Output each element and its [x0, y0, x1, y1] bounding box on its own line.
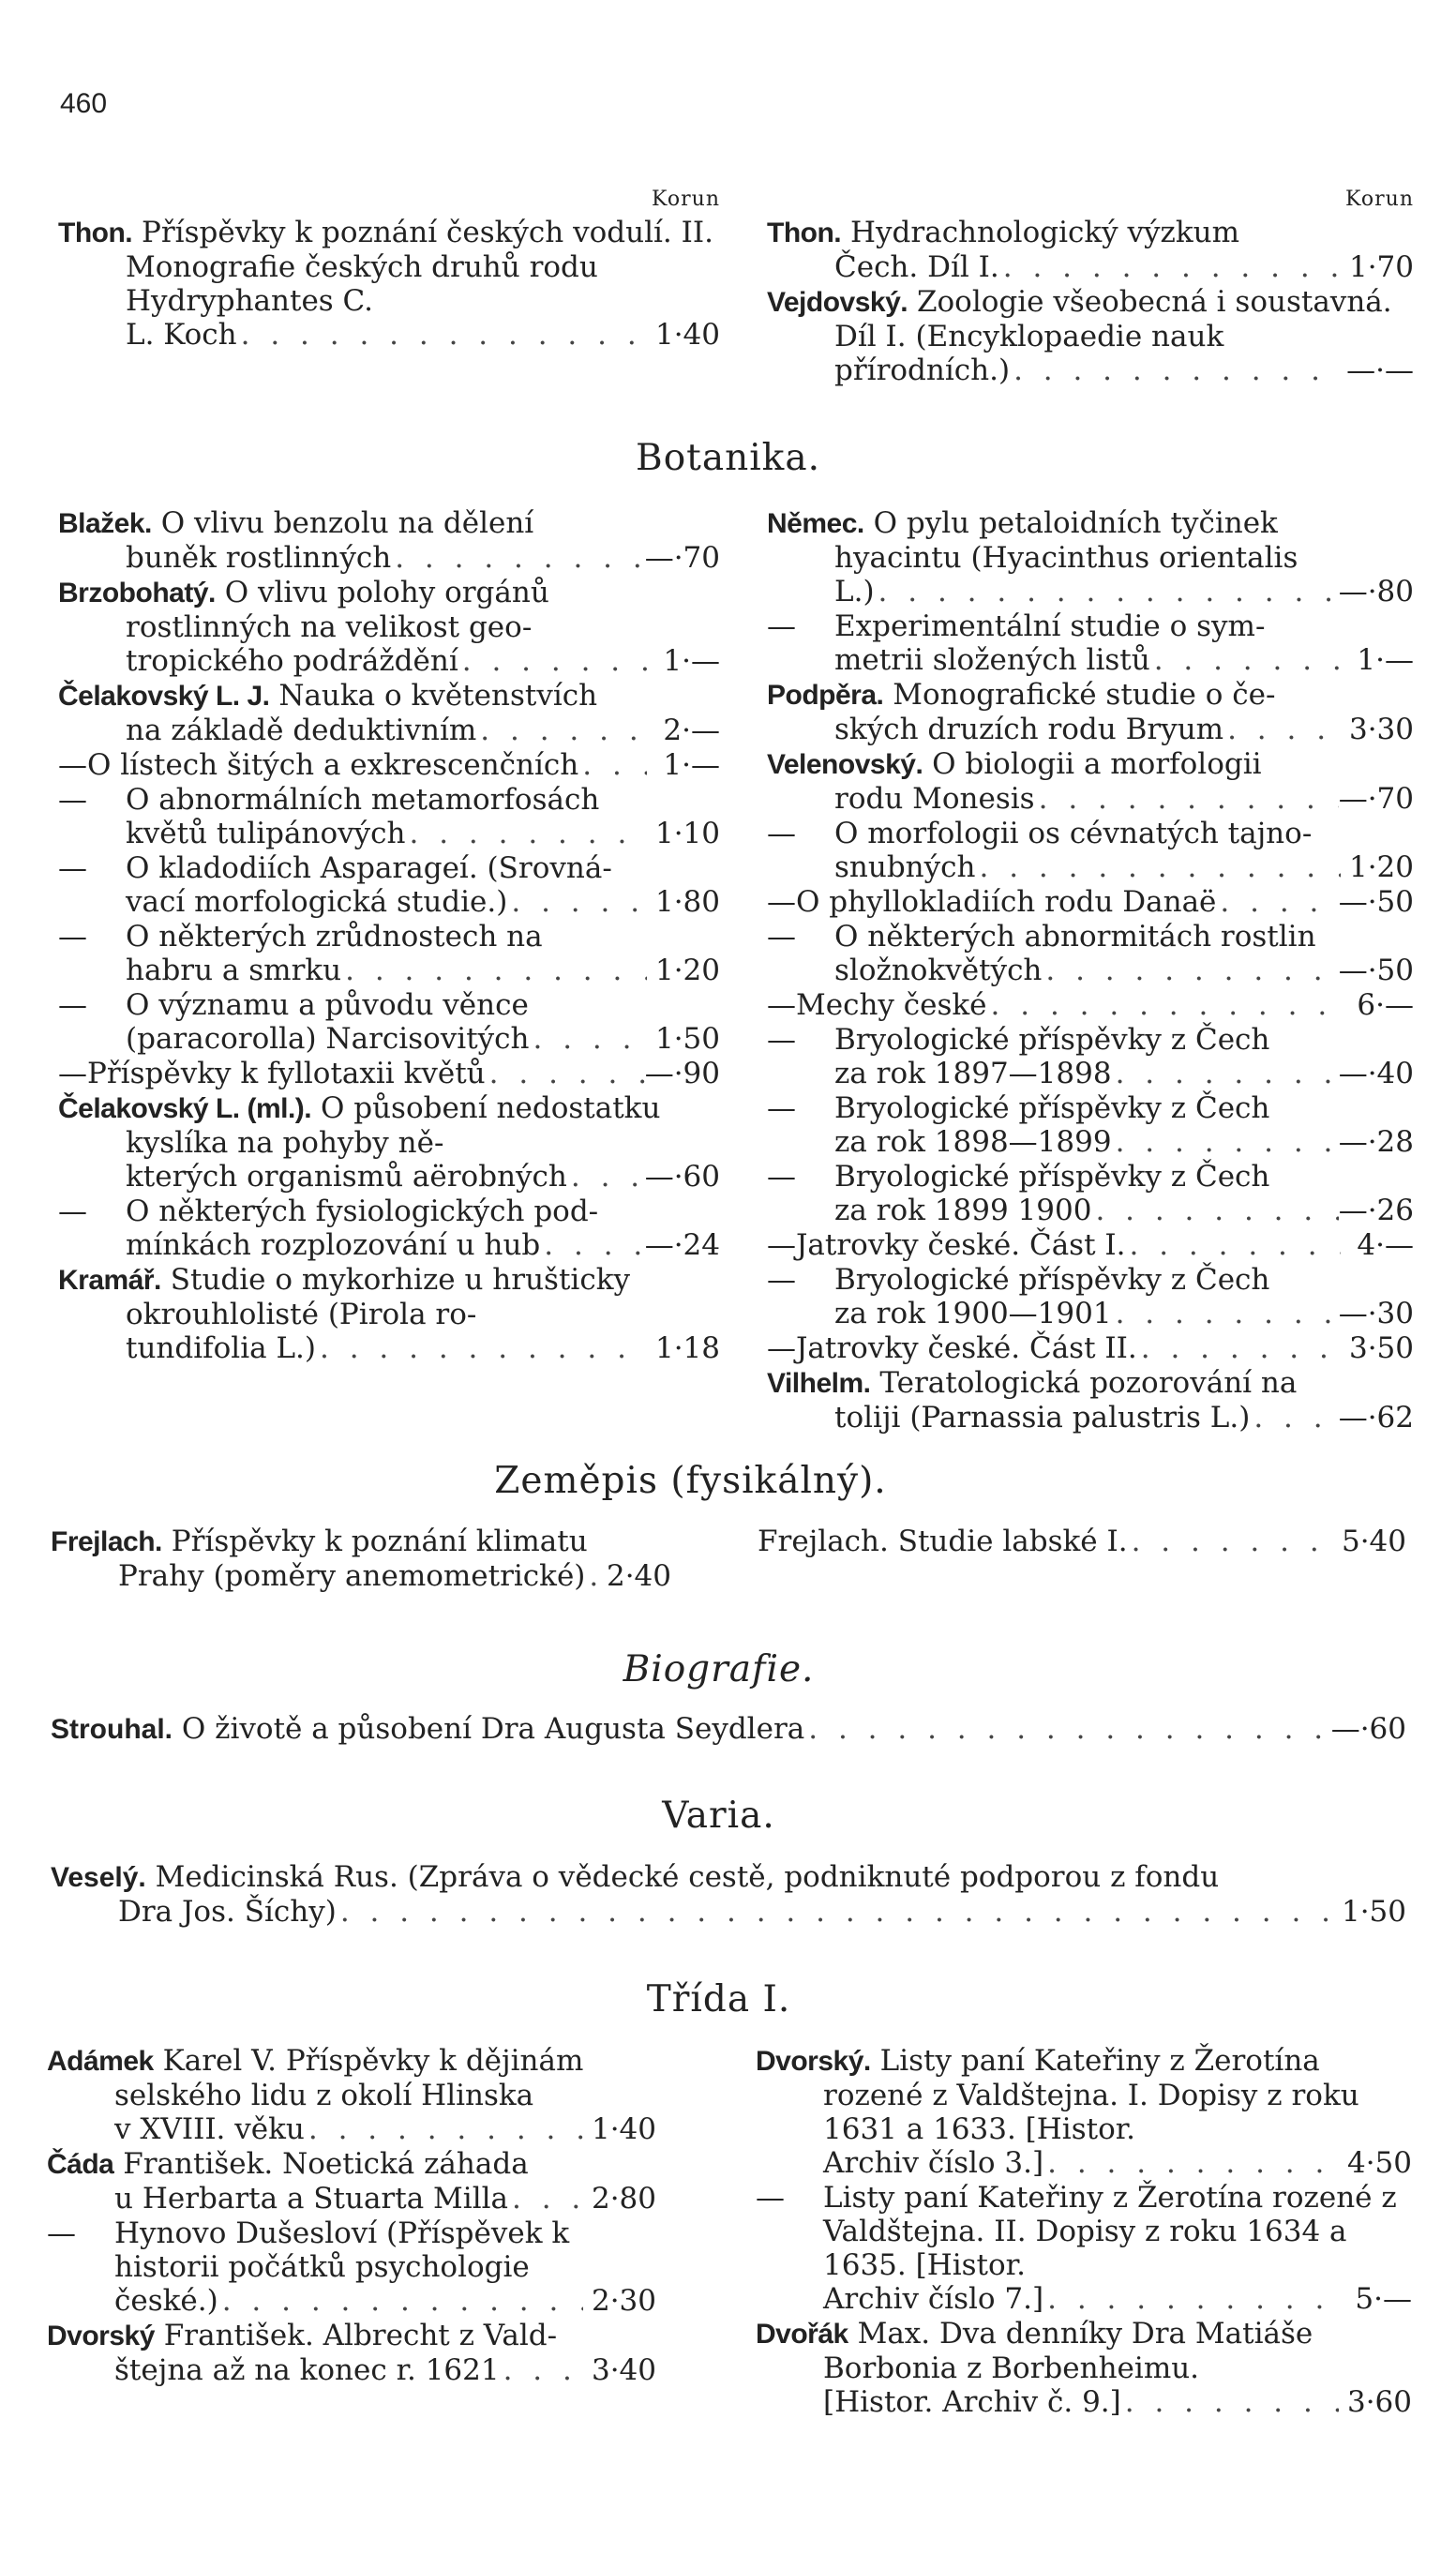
repeat-dash: —: [767, 885, 796, 919]
entry-author: Čáda: [47, 2149, 114, 2180]
catalog-entry: [767, 1091, 1414, 1159]
entry-title: české.): [114, 2284, 218, 2318]
entry-text: Teratologická pozorování na: [879, 1366, 1298, 1400]
leader-dots: [486, 1057, 645, 1090]
catalog-entry: [767, 678, 1414, 746]
botanika-left-column: [58, 506, 720, 1366]
leader-dots: [976, 850, 1342, 884]
entry-price: 2·40: [606, 1559, 671, 1593]
entry-author: Thon.: [767, 218, 842, 248]
entry-title: složnokvětých: [834, 954, 1043, 987]
entry-text: O některých zrůdnostech na: [126, 920, 543, 954]
korun-label: Korun: [1345, 188, 1414, 211]
entry-price: —·28: [1338, 1125, 1414, 1159]
catalog-entry: [58, 851, 720, 919]
entry-text: O vlivu polohy orgánů rostlinných na velikost geo-: [126, 576, 549, 644]
entry-author: Thon.: [58, 218, 133, 248]
entry-price: 1·20: [1348, 850, 1414, 884]
catalog-entry: [51, 1525, 671, 1593]
entry-price: —·60: [644, 1160, 720, 1194]
entry-title: buněk rostlinných: [126, 541, 392, 575]
leader-dots: [585, 1559, 598, 1593]
entry-text: O některých fysiologických pod-: [126, 1194, 599, 1228]
entry-author: Adámek: [47, 2046, 154, 2077]
repeat-dash: —: [767, 1023, 796, 1057]
entry-text: Listy paní Kateřiny z Žerotína rozené z Valdštejna. I. Dopisy z roku 1631 a 1633. [Histor.: [823, 2044, 1359, 2146]
entry-text: Zoologie všeobecná i soustavná. Díl I. (Encyklopaedie nauk: [834, 285, 1392, 353]
entry-text: Max. Dva denníky Dra Matiáše Borbonia z Borbenheimu.: [823, 2317, 1313, 2385]
entry-text: Bryologické příspěvky z Čech: [834, 1023, 1270, 1057]
entry-title: květů tulipánových: [126, 817, 406, 850]
page-number: 460: [60, 88, 108, 119]
leader-dots: [476, 714, 647, 747]
entry-title: za rok 1900—1901: [834, 1297, 1112, 1330]
catalog-entry: [58, 576, 720, 678]
leader-dots: [1223, 713, 1341, 746]
entry-text: Příspěvky k poznání českých vodulí. II. Monografie českých druhů rodu Hydryphantes C.: [126, 216, 713, 318]
entry-price: 1·50: [654, 1022, 720, 1056]
entry-author: Podpěra.: [767, 680, 884, 711]
catalog-entry: [58, 783, 720, 850]
entry-text: O některých abnormitách rostlin: [834, 920, 1316, 954]
entry-price: —·—: [1346, 353, 1414, 387]
repeat-dash: —: [58, 1194, 87, 1228]
entry-price: 1·—: [1357, 643, 1414, 677]
repeat-dash: —: [767, 1091, 796, 1125]
entry-title: Čech. Díl I.: [834, 250, 999, 284]
repeat-dash: —: [767, 1160, 796, 1194]
zemepis-left-column: [51, 1525, 671, 1594]
entry-author: Brzobohatý.: [58, 578, 216, 608]
catalog-entry: [58, 216, 720, 352]
entry-title: Archiv číslo 3.]: [823, 2146, 1044, 2180]
entry-text: Bryologické příspěvky z Čech: [834, 1091, 1270, 1125]
repeat-dash: —: [767, 988, 796, 1022]
leader-dots: [540, 1228, 644, 1262]
leader-dots: [218, 2284, 583, 2318]
repeat-dash: —: [58, 920, 87, 954]
catalog-entry: [58, 1194, 720, 1262]
leader-dots: [1216, 885, 1338, 919]
entry-text: František. Albrecht z Vald-: [163, 2319, 558, 2352]
catalog-entry: [58, 920, 720, 987]
catalog-entry: [58, 506, 720, 575]
catalog-entry: [767, 1331, 1414, 1365]
section-heading-zemepis: Zeměpis (fysikálný).: [494, 1460, 887, 1502]
entry-price: 2·30: [591, 2284, 656, 2318]
leader-dots: [1042, 954, 1338, 987]
catalog-entry: [58, 679, 720, 747]
korun-label: Korun: [652, 188, 720, 211]
entry-text: Bryologické příspěvky z Čech: [834, 1160, 1270, 1194]
entry-price: 1·18: [654, 1331, 720, 1365]
entry-title: u Herbarta a Stuarta Milla: [114, 2182, 509, 2216]
entry-title: za rok 1897—1898: [834, 1057, 1112, 1090]
entry-price: 1·10: [654, 817, 720, 850]
catalog-entry: [767, 609, 1414, 677]
varia-entry: [51, 1860, 1406, 1930]
entry-text: Listy paní Kateřiny z Žerotína rozené z Valdštejna. II. Dopisy z roku 1634 a 1635. [Histor.: [823, 2181, 1397, 2282]
entry-text: O vlivu benzolu na dělení: [160, 506, 534, 540]
repeat-dash: —: [767, 817, 796, 850]
entry-author: Vejdovský.: [767, 287, 908, 318]
repeat-dash: —: [58, 748, 87, 782]
leader-dots: [578, 748, 647, 782]
catalog-entry: [767, 1023, 1414, 1090]
entry-text: O významu a původu věnce: [126, 988, 529, 1022]
entry-title: O lístech šitých a exkrescenčních: [87, 748, 579, 782]
leader-dots: [1126, 1228, 1342, 1262]
entry-price: —·80: [1338, 575, 1414, 608]
zemepis-right-column: [758, 1525, 1406, 1559]
entry-price: —·50: [1338, 954, 1414, 987]
biografie-entry: [51, 1712, 1406, 1748]
entry-text: Příspěvky k poznání klimatu: [171, 1525, 588, 1558]
leader-dots: [1250, 1401, 1338, 1435]
section-heading-biografie: Biografie.: [623, 1648, 815, 1690]
catalog-entry: [767, 1160, 1414, 1227]
entry-title: vací morfologická studie.): [126, 885, 508, 919]
entry-price: 1·70: [1348, 250, 1414, 284]
entry-title: (paracorolla) Narcisovitých: [126, 1022, 530, 1056]
entry-price: 3·30: [1348, 713, 1414, 746]
entry-title: L.): [834, 575, 875, 608]
entry-title: za rok 1899 1900: [834, 1194, 1092, 1227]
entry-text: O kladodiích Asparageí. (Srovná-: [126, 851, 612, 885]
leader-dots: [391, 541, 644, 575]
trida-left-column: [47, 2044, 656, 2388]
entry-author: Dvořák: [756, 2319, 848, 2350]
trida-right-column: [756, 2044, 1412, 2420]
entry-author: Dvorský: [47, 2321, 155, 2351]
catalog-entry: [756, 2044, 1412, 2180]
entry-title: snubných: [834, 850, 976, 884]
entry-price: 1·40: [591, 2112, 656, 2146]
entry-price: 4·50: [1346, 2146, 1412, 2180]
entry-author: Velenovský.: [767, 749, 923, 780]
entry-price: 6·—: [1357, 988, 1414, 1022]
entry-price: 3·40: [591, 2353, 656, 2387]
repeat-dash: —: [58, 988, 87, 1022]
catalog-entry: [767, 285, 1414, 387]
catalog-entry: [767, 506, 1414, 608]
entry-title: [Histor. Archiv č. 9.]: [823, 2385, 1121, 2419]
repeat-dash: —: [767, 920, 796, 954]
entry-price: 1·50: [1341, 1895, 1406, 1929]
leader-dots: [987, 988, 1341, 1022]
entry-price: —·50: [1338, 885, 1414, 919]
entry-title: Archiv číslo 7.]: [823, 2282, 1044, 2316]
entry-price: —·24: [644, 1228, 720, 1262]
leader-dots: [1043, 2146, 1339, 2180]
entry-text: Studie o mykorhize u hrušticky okrouhlolisté (Pirola ro-: [126, 1263, 630, 1331]
entry-price: 1·40: [654, 318, 720, 352]
entry-author: Dvorský.: [756, 2046, 871, 2077]
botanika-right-column: [767, 506, 1414, 1435]
leader-dots: [804, 1712, 1330, 1746]
entry-text: Hynovo Dušesloví (Příspěvek k historii počátků psychologie: [114, 2216, 570, 2284]
leader-dots: [305, 2112, 583, 2146]
leader-dots: [999, 250, 1341, 284]
entry-title: tropického podráždění: [126, 644, 458, 678]
entry-price: 2·—: [663, 714, 720, 747]
entry-price: —·26: [1338, 1194, 1414, 1227]
entry-price: 3·50: [1348, 1331, 1414, 1365]
entry-title: Studie labské I.: [897, 1525, 1128, 1558]
entry-price: —·40: [1338, 1057, 1414, 1090]
entry-text: O abnormálních metamorfosách: [126, 783, 600, 817]
section-heading-varia: Varia.: [662, 1795, 775, 1837]
entry-price: 4·—: [1357, 1228, 1414, 1262]
entry-title: na základě deduktivním: [126, 714, 477, 747]
leader-dots: [405, 817, 647, 850]
leader-dots: [1137, 1331, 1341, 1365]
entry-price: 1·20: [654, 954, 720, 987]
entry-title: Příspěvky k fyllotaxii květů: [87, 1057, 486, 1090]
entry-title: přírodních.): [834, 353, 1011, 387]
section-heading-botanika: Botanika.: [636, 437, 820, 479]
top-left-column: [58, 188, 720, 353]
catalog-entry: [756, 2317, 1412, 2419]
leader-dots: [875, 575, 1339, 608]
entry-text: Nauka o květenstvích: [278, 679, 598, 713]
entry-author: Veselý.: [51, 1862, 146, 1893]
entry-title: toliji (Parnassia palustris L.): [834, 1401, 1251, 1435]
entry-title: metrii složených listů: [834, 643, 1150, 677]
leader-dots: [508, 2182, 583, 2216]
leader-dots: [567, 1160, 645, 1194]
entry-text: Hydrachnologický výzkum: [850, 216, 1240, 249]
entry-price: 1·—: [663, 748, 720, 782]
catalog-entry: [58, 1263, 720, 1365]
entry-text: Bryologické příspěvky z Čech: [834, 1263, 1270, 1297]
entry-author: Kramář.: [58, 1265, 161, 1296]
catalog-entry: [47, 2147, 656, 2216]
repeat-dash: —: [58, 851, 87, 885]
catalog-entry: [767, 216, 1414, 284]
leader-dots: [1043, 2282, 1339, 2316]
entry-title: Jatrovky české. Část I.: [796, 1228, 1126, 1262]
entry-title: mínkách rozplozování u hub: [126, 1228, 541, 1262]
entry-price: 5·40: [1341, 1525, 1406, 1558]
leader-dots: [500, 2353, 583, 2387]
leader-dots: [341, 954, 647, 987]
entry-text: O biologii a morfologii: [932, 747, 1262, 781]
leader-dots: [1091, 1194, 1338, 1227]
repeat-dash: —: [767, 1331, 796, 1365]
entry-title: tundifolia L.): [126, 1331, 316, 1365]
entry-title: rodu Monesis: [834, 782, 1035, 816]
catalog-entry: [47, 2319, 656, 2387]
leader-dots: [507, 885, 647, 919]
catalog-entry: [47, 2044, 656, 2146]
section-heading-trida: Třída I.: [646, 1978, 791, 2021]
leader-dots: [530, 1022, 648, 1056]
entry-title: v XVIII. věku: [114, 2112, 305, 2146]
catalog-entry: [767, 747, 1414, 816]
leader-dots: [316, 1331, 647, 1365]
entry-title: habru a smrku: [126, 954, 342, 987]
entry-price: —·90: [644, 1057, 720, 1090]
entry-title: za rok 1898—1899: [834, 1125, 1112, 1159]
entry-text: O pylu petaloidních tyčinek hyacintu (Hyacinthus orientalis: [834, 506, 1298, 575]
entry-title: štejna až na konec r. 1621: [114, 2353, 500, 2387]
catalog-entry: [58, 1057, 720, 1090]
entry-text: Experimentální studie o sym-: [834, 609, 1266, 643]
leader-dots: [337, 1895, 1333, 1929]
catalog-entry: [756, 2181, 1412, 2316]
entry-author: Frejlach.: [51, 1526, 162, 1557]
entry-price: 2·80: [591, 2182, 656, 2216]
catalog-entry: [767, 1228, 1414, 1262]
leader-dots: [1112, 1125, 1339, 1159]
entry-text: Karel V. Příspěvky k dějinám selského lidu z okolí Hlinska: [114, 2044, 584, 2112]
catalog-entry: [767, 920, 1414, 987]
leader-dots: [1112, 1057, 1339, 1090]
leader-dots: [1150, 643, 1341, 677]
repeat-dash: —: [767, 1263, 796, 1297]
entry-price: 5·—: [1355, 2282, 1412, 2316]
entry-title: Mechy české: [796, 988, 987, 1022]
catalog-entry: [58, 988, 720, 1056]
entry-title: Dra Jos. Šíchy): [118, 1895, 337, 1929]
entry-title: O phyllokladiích rodu Danaë: [796, 885, 1217, 919]
entry-title: L. Koch: [126, 318, 237, 352]
entry-title: Jatrovky české. Část II.: [796, 1331, 1137, 1365]
entry-text: Monografické studie o če-: [893, 678, 1276, 712]
entry-price: 1·80: [654, 885, 720, 919]
catalog-entry: [58, 748, 720, 782]
leader-dots: [1128, 1525, 1333, 1558]
leader-dots: [1010, 353, 1341, 387]
catalog-entry: [767, 1366, 1414, 1435]
entry-price: —·60: [1330, 1712, 1406, 1746]
entry-text: Medicinská Rus. (Zpráva o vědecké cestě, podniknuté podporou z fondu: [155, 1860, 1220, 1894]
leader-dots: [237, 318, 647, 352]
entry-author: Strouhal.: [51, 1714, 173, 1745]
entry-author: Čelakovský L. J.: [58, 681, 270, 712]
repeat-dash: —: [767, 1228, 796, 1262]
leader-dots: [1112, 1297, 1339, 1330]
entry-text: O morfologii os cévnatých tajno-: [834, 817, 1313, 850]
entry-price: —·70: [1338, 782, 1414, 816]
leader-dots: [1035, 782, 1339, 816]
entry-author: Němec.: [767, 508, 864, 539]
repeat-dash: —: [58, 1057, 87, 1090]
entry-title: O životě a působení Dra Augusta Seydlera: [181, 1712, 805, 1746]
entry-author: Čelakovský L. (ml.).: [58, 1093, 312, 1124]
catalog-entry: [767, 817, 1414, 884]
repeat-dash: —: [756, 2181, 785, 2215]
entry-price: —·30: [1338, 1297, 1414, 1330]
entry-text: František. Noetická záhada: [123, 2147, 529, 2181]
catalog-entry: [767, 1263, 1414, 1330]
entry-title: kterých organismů aërobných: [126, 1160, 567, 1194]
leader-dots: [1121, 2385, 1339, 2419]
leader-dots: [458, 644, 647, 678]
entry-price: —·62: [1338, 1401, 1414, 1435]
repeat-dash: —: [47, 2216, 76, 2250]
entry-author: Blažek.: [58, 508, 152, 539]
repeat-dash: —: [767, 609, 796, 643]
top-right-column: [767, 188, 1414, 388]
catalog-entry: [58, 1091, 720, 1194]
entry-price: —·70: [644, 541, 720, 575]
catalog-entry: [758, 1525, 1406, 1558]
entry-title: ských druzích rodu Bryum: [834, 713, 1224, 746]
catalog-entry: [767, 885, 1414, 919]
repeat-dash: —: [58, 783, 87, 817]
catalog-entry: [47, 2216, 656, 2318]
entry-price: 1·—: [663, 644, 720, 678]
entry-author: Frejlach.: [758, 1525, 889, 1558]
entry-text: O působení nedostatku kyslíka na pohyby ně-: [126, 1091, 661, 1160]
entry-price: 3·60: [1346, 2385, 1412, 2419]
entry-title: Prahy (poměry anemometrické): [118, 1559, 586, 1593]
catalog-entry: [767, 988, 1414, 1022]
entry-author: Vilhelm.: [767, 1368, 871, 1399]
